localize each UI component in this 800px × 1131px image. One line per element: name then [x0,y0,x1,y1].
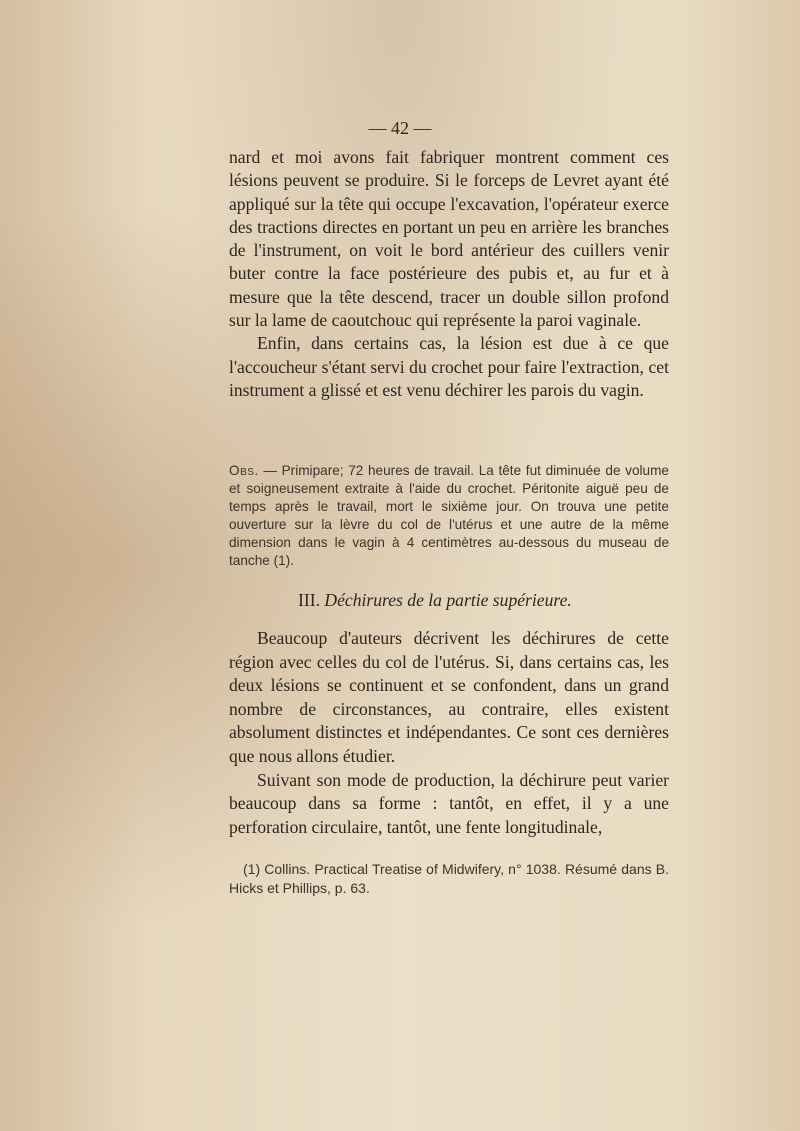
body-text-top [229,146,669,402]
paragraph-1: nard et moi avons fait fabriquer montrent comment ces lésions peuvent se produire. Si le forceps de Levret ayant été appliqué sur la tête qui occupe l'excavation, l'opérateur exerce des tractions directes en portant un peu en arrière les branches de l'instrument, on voit le bord antérieur des cuillers venir buter contre la face postérieure des pubis et, au fur et à mesure que la tête descend, tracer un double sillon profond sur la lame de caoutchouc qui représente la paroi vaginale. [229,147,669,331]
observation-note [229,462,669,571]
section-heading [298,590,698,611]
page-number: — 42 — [368,118,432,138]
paragraph-2: Enfin, dans certains cas, la lésion est due à ce que l'accoucheur s'étant servi du crochet pour faire l'extraction, cet instrument a glissé et est venu déchirer les parois du vagin. [229,333,669,400]
paragraph-4: Suivant son mode de production, la déchirure peut varier beaucoup dans sa forme : tantôt, en effet, il y a une perforation circulaire, tantôt, une fente longitudinale, [229,769,669,837]
paragraph-3: Beaucoup d'auteurs décrivent les déchirures de cette région avec celles du col de l'utérus. Si, dans certains cas, les deux lésions se continuent et se confondent, dans un grand nombre de circonstances, au contraire, elles existent absolument distinctes et indépendantes. Ce sont ces dernières que nous allons étudier. [229,628,669,766]
section-numeral: III. [298,590,320,610]
body-text-bottom [229,627,669,839]
observation-text: — Primipare; 72 heures de travail. La tête fut diminuée de volume et soigneusement extraite à l'aide du crochet. Péritonite aiguë peu de temps après le travail, mort le sixième jour. On trouva une petite ouverture sur la lèvre du col de l'utérus et une autre de la même dimension dans le vagin à 4 centimètres au-dessous du museau de tanche (1). [229,463,669,569]
footnote [229,860,669,897]
observation-paragraph [229,462,669,571]
observation-label: Obs. [229,463,259,478]
section-title: Déchirures de la partie supérieure. [324,590,572,610]
footnote-text: (1) Collins. Practical Treatise of Midwifery, n° 1038. Résumé dans B. Hicks et Phillips, p. 63. [229,861,669,896]
